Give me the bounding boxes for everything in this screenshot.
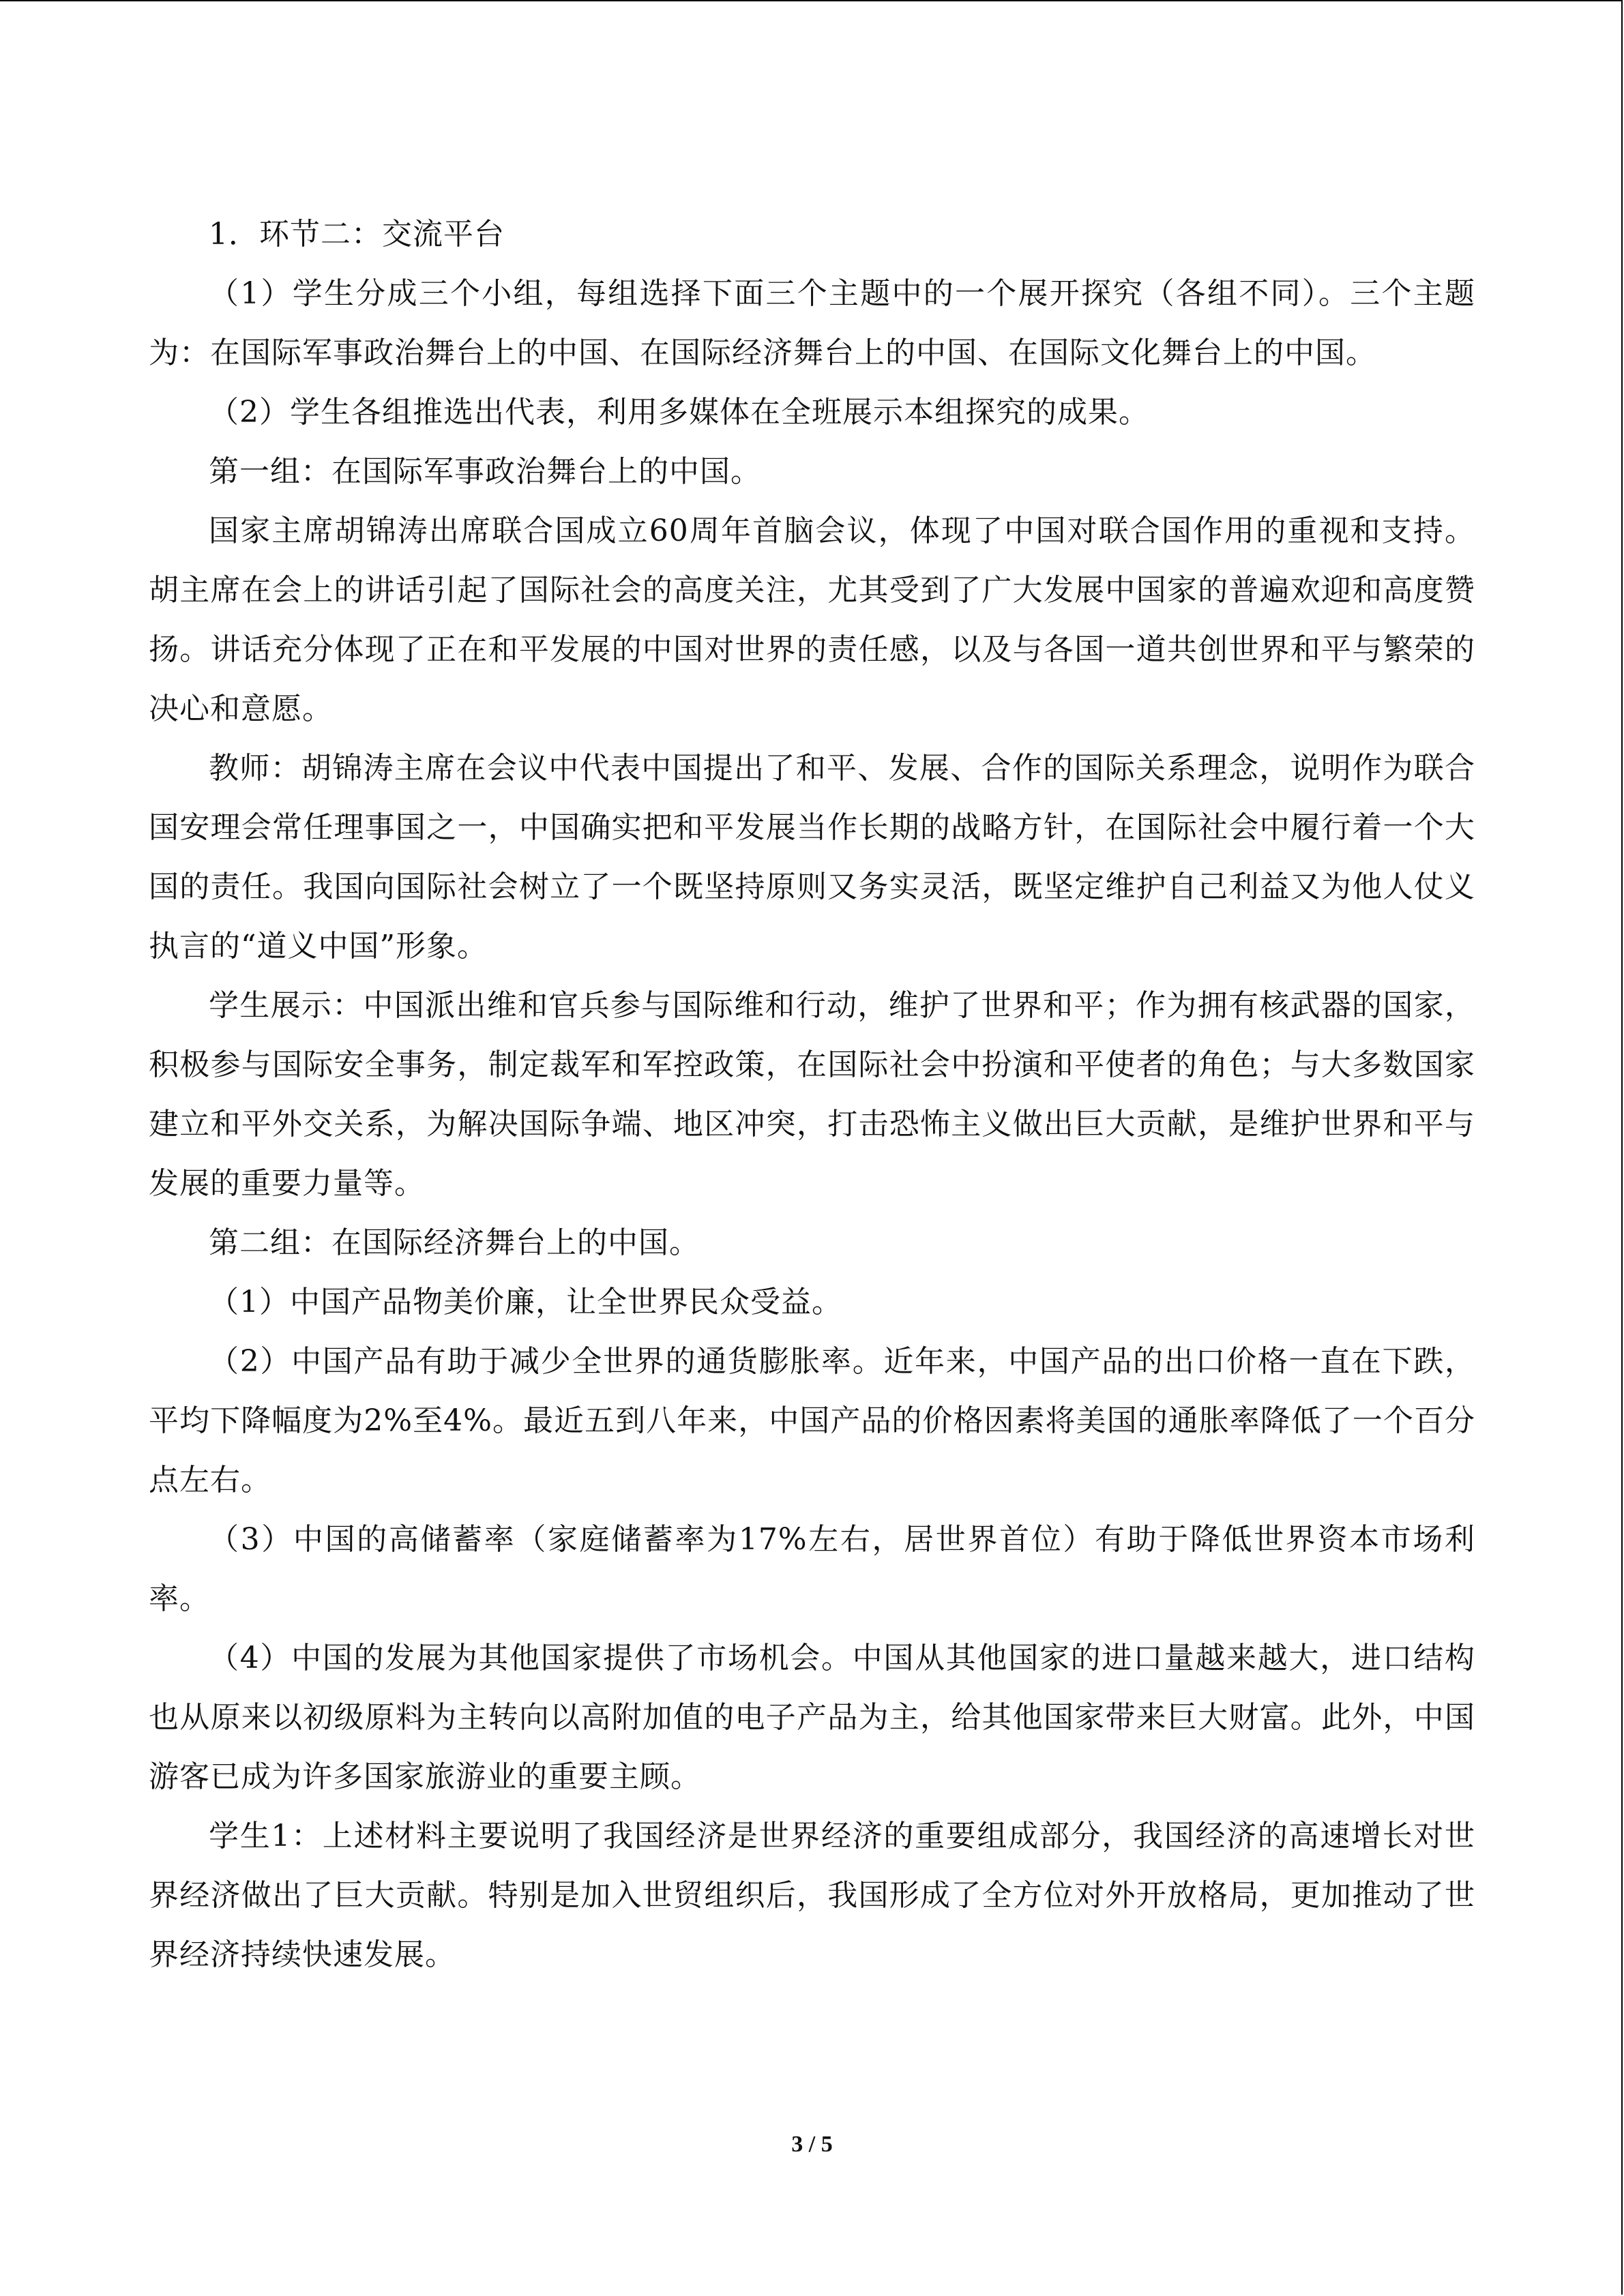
paragraph: （2）中国产品有助于减少全世界的通货膨胀率。近年来，中国产品的出口价格一直在下跌，平均下降幅度为2%至4%。最近五到八年来，中国产品的价格因素将美国的通胀率降低了一个百分点左右。 <box>149 1344 1475 1497</box>
paragraph: （4）中国的发展为其他国家提供了市场机会。中国从其他国家的进口量越来越大，进口结构也从原来以初级原料为主转向以高附加值的电子产品为主，给其他国家带来巨大财富。此外，中国游客已成为许多国家旅游业的重要主顾。 <box>149 1641 1475 1794</box>
paragraph: （3）中国的高储蓄率（家庭储蓄率为17%左右，居世界首位）有助于降低世界资本市场利率。 <box>149 1522 1475 1616</box>
paragraph: 教师：胡锦涛主席在会议中代表中国提出了和平、发展、合作的国际关系理念，说明作为联合国安理会常任理事国之一，中国确实把和平发展当作长期的战略方针，在国际社会中履行着一个大国的责任。我国向国际社会树立了一个既坚持原则又务实灵活，既坚定维护自己利益又为他人仗义执言的“道义中国”形象。 <box>149 751 1475 964</box>
document-body <box>149 205 1475 1984</box>
paragraph: （1）中国产品物美价廉，让全世界民众受益。 <box>209 1285 842 1320</box>
paragraph: 学生1：上述材料主要说明了我国经济是世界经济的重要组成部分，我国经济的高速增长对世界经济做出了巨大贡献。特别是加入世贸组织后，我国形成了全方位对外开放格局，更加推动了世界经济持续快速发展。 <box>149 1819 1475 1972</box>
paragraph: （2）学生各组推选出代表，利用多媒体在全班展示本组探究的成果。 <box>209 395 1149 430</box>
paragraph: 第二组：在国际经济舞台上的中国。 <box>209 1225 700 1260</box>
paragraph: 第一组：在国际军事政治舞台上的中国。 <box>209 454 761 489</box>
paragraph: 学生展示：中国派出维和官兵参与国际维和行动，维护了世界和平；作为拥有核武器的国家，积极参与国际安全事务，制定裁军和军控政策，在国际社会中扮演和平使者的角色；与大多数国家建立和平外交关系，为解决国际争端、地区冲突，打击恐怖主义做出巨大贡献，是维护世界和平与发展的重要力量等。 <box>149 988 1475 1201</box>
page-number: 3 / 5 <box>791 2132 833 2157</box>
paragraph: （1）学生分成三个小组，每组选择下面三个主题中的一个展开探究（各组不同）。三个主题为：在国际军事政治舞台上的中国、在国际经济舞台上的中国、在国际文化舞台上的中国。 <box>149 276 1475 370</box>
section-heading: 1．环节二：交流平台 <box>209 217 505 252</box>
paragraph: 国家主席胡锦涛出席联合国成立60周年首脑会议，体现了中国对联合国作用的重视和支持。胡主席在会上的讲话引起了国际社会的高度关注，尤其受到了广大发展中国家的普遍欢迎和高度赞扬。讲话充分体现了正在和平发展的中国对世界的责任感，以及与各国一道共创世界和平与繁荣的决心和意愿。 <box>149 513 1475 726</box>
